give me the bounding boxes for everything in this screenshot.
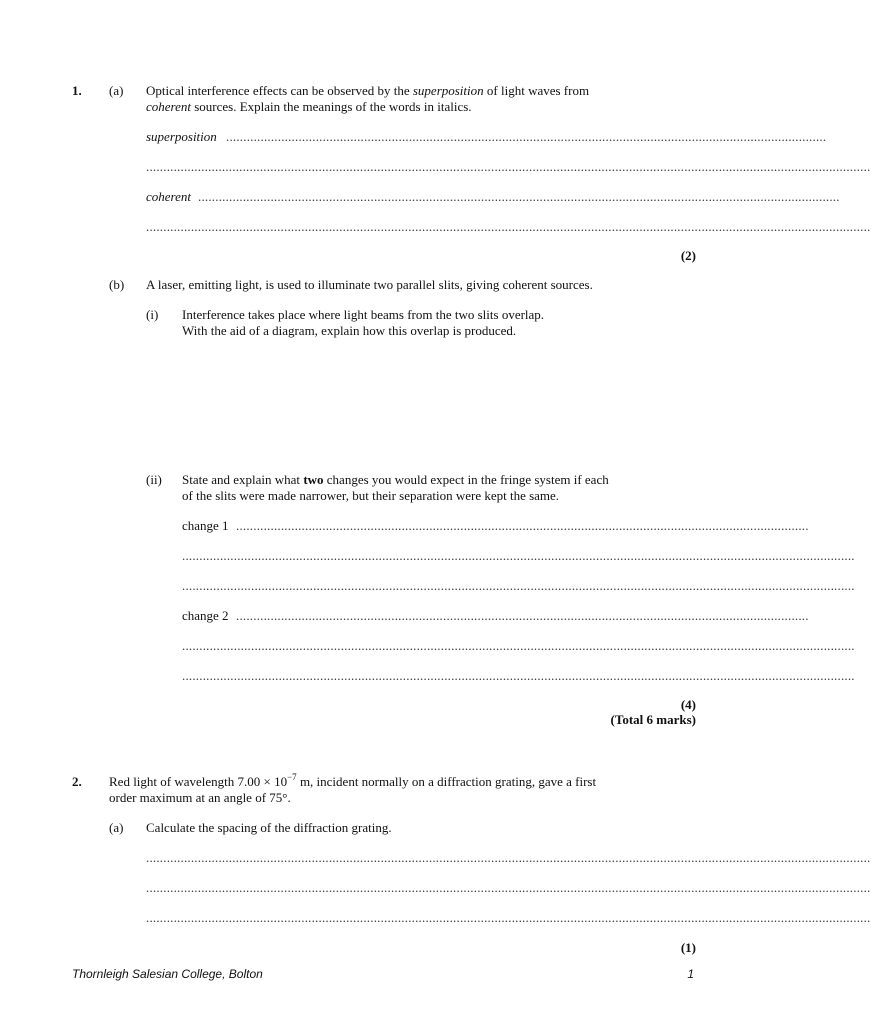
- q1a-text-part: sources. Explain the meanings of the words in italics.: [191, 99, 472, 114]
- answer-line[interactable]: ......................................................................................................................................................................: [236, 608, 809, 623]
- q1b-text: A laser, emitting light, is used to illuminate two parallel slits, giving coherent sources.: [146, 277, 593, 292]
- q2a-marks: (1): [680, 940, 696, 955]
- q1a-marks: (2): [680, 248, 696, 263]
- q1b-i-line-2: With the aid of a diagram, explain how this overlap is produced.: [182, 323, 517, 338]
- question-1-number: 1.: [72, 83, 82, 98]
- answer-line[interactable]: ...................................................................................................................................................................................................: [182, 578, 855, 593]
- change-1-label: change 1: [182, 518, 229, 533]
- q1a-italic-coherent: coherent: [146, 99, 191, 114]
- q1b-i-label: (i): [146, 307, 159, 322]
- term-coherent: coherent: [146, 189, 191, 204]
- q1b-label: (b): [109, 277, 125, 292]
- q1b-ii-text-part: State and explain what: [182, 472, 304, 487]
- footer-page-number: 1: [687, 967, 694, 981]
- answer-line[interactable]: ..................................................................................................................................................................................................................: [146, 159, 871, 174]
- answer-line[interactable]: ...................................................................................................................................................................................................: [182, 668, 855, 683]
- q1a-text-line-1: [146, 83, 589, 99]
- q1b-ii-label: (ii): [146, 472, 162, 487]
- q1a-text-line-2: [146, 99, 472, 115]
- q1b-ii-bold-two: two: [303, 472, 324, 487]
- answer-line[interactable]: ..............................................................................................................................................................................: [226, 129, 827, 144]
- q1a-text-part: Optical interference effects can be observed by the: [146, 83, 413, 98]
- change-2-label: change 2: [182, 608, 229, 623]
- q2a-label: (a): [109, 820, 124, 835]
- term-superposition: superposition: [146, 129, 217, 144]
- q1b-ii-line-2: of the slits were made narrower, but their separation were kept the same.: [182, 488, 560, 503]
- answer-line[interactable]: ..................................................................................................................................................................................................................: [146, 219, 871, 234]
- q2-line-2: order maximum at an angle of 75°.: [109, 790, 291, 805]
- q2-line-1: [109, 774, 596, 790]
- answer-line[interactable]: ...................................................................................................................................................................................................: [182, 548, 855, 563]
- answer-line[interactable]: ......................................................................................................................................................................: [236, 518, 809, 533]
- answer-line[interactable]: ..................................................................................................................................................................................................................: [146, 910, 871, 925]
- q1b-ii-text-part: changes you would expect in the fringe system if each: [323, 472, 609, 487]
- question-2-number: 2.: [72, 774, 82, 789]
- q1-total-marks: (Total 6 marks): [610, 712, 696, 727]
- q1b-marks: (4): [680, 697, 696, 712]
- q2-exponent: −7: [287, 772, 297, 782]
- q1b-i-line-1: Interference takes place where light beams from the two slits overlap.: [182, 307, 545, 322]
- q2-text-part: Red light of wavelength 7.00 × 10: [109, 774, 288, 789]
- footer-school: Thornleigh Salesian College, Bolton: [72, 967, 263, 981]
- q1a-text-part: of light waves from: [483, 83, 590, 98]
- answer-line[interactable]: ..................................................................................................................................................................................................................: [146, 880, 871, 895]
- q2-text-part: m, incident normally on a diffraction grating, gave a first: [296, 774, 597, 789]
- q1a-italic-superposition: superposition: [412, 83, 484, 98]
- answer-line[interactable]: ..........................................................................................................................................................................................: [198, 189, 840, 204]
- answer-line[interactable]: ..................................................................................................................................................................................................................: [146, 850, 871, 865]
- q1b-ii-line-1: [182, 472, 609, 488]
- q2a-text: Calculate the spacing of the diffraction grating.: [146, 820, 392, 835]
- answer-line[interactable]: ...................................................................................................................................................................................................: [182, 638, 855, 653]
- q1a-label: (a): [109, 83, 124, 98]
